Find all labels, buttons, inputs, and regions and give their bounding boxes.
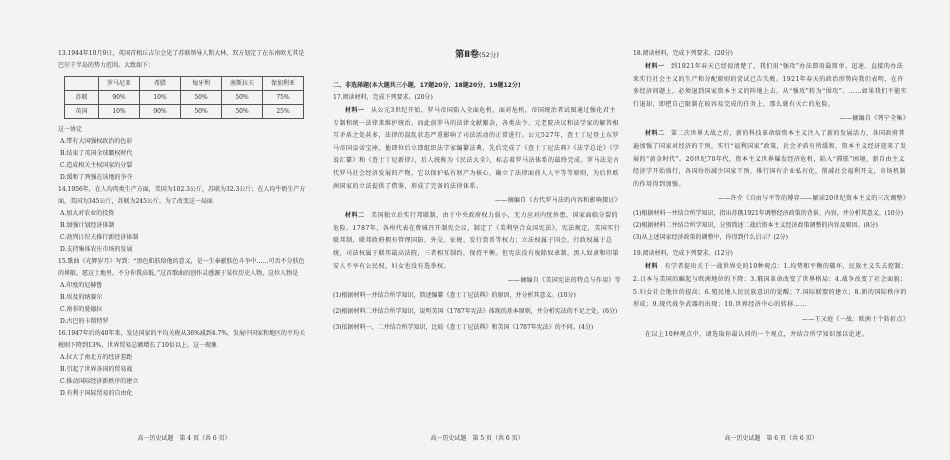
- q13-lead: 这一协定: [58, 126, 83, 133]
- q18-subquestion-2: (2)根据材料二并结合所学知识，分别简述二战后资本主义经济政策调整的内容及原因。(8分): [633, 222, 878, 230]
- table-cell: 苏联: [65, 91, 99, 105]
- q15-option-c: C.南非的曼德拉: [60, 306, 103, 313]
- material-text: 第二次世界大战之后，新的科技革命给资本主义注入了新的发展活力，各国政府普遍加强了国家对经济的干预，实行“福利国家”政策，社会矛盾有所缓和，资本主义经济迎来了发展的“黄金时代”。20世纪70年代，资本主义世界爆发经济危机，陷入“滞胀”困境，新自由主义经济学开始盛行，各国纷纷减少国家干预，推行国有企业私有化，削减社会福利开支，市场机制的作用得到加强。: [633, 130, 907, 188]
- q13-sphere-table: [64, 76, 304, 119]
- material-label: 材料一: [345, 107, 365, 114]
- q19-material: [633, 261, 909, 311]
- q13-option-b: B.结束了英国全球霸权时代: [60, 150, 133, 157]
- q16-option-d: D.有利于国际贸易的自由化: [60, 390, 133, 397]
- volume-title-text: 第Ⅱ卷: [455, 50, 480, 60]
- q14-option-a: A.加大对农业的投资: [60, 210, 115, 217]
- table-cell: 50%: [222, 105, 263, 119]
- table-header-cell: [65, 77, 99, 91]
- q18-subquestion-3: (3)从上述国家经济政策的调整中，你得到什么启示？(2分): [633, 234, 788, 242]
- q13-option-c: C.造成相关主权国家的分裂: [60, 162, 133, 169]
- q18-material-1-source: ——摘编自《列宁全集》: [839, 115, 909, 123]
- q15-option-d: D.古巴的卡斯特罗: [60, 318, 109, 325]
- q13-option-d: D.缓和了列强在该地的争夺: [60, 174, 133, 181]
- material-label: 材料二: [645, 130, 665, 138]
- material-text: 到1921年春天已经很清楚了，我们用“强攻”办法即用最简单、迅速、直接的办法来实行社会主义的生产和分配原则的尝试已告失败。1921年春天的政治形势向我们表明，在许多经济问题上，必须退到国家资本主义的阵地上去，从“强攻”转为“围攻”。……如果我们不能实行退却，即把自己限制在较容易完成的任务上，那么就有灭亡的危险。: [633, 63, 908, 108]
- q19-intro: 19.阅读材料，完成下列要求。(12分): [633, 250, 733, 258]
- q15-stem: 15.歌曲《光辉岁月》写到：“黑色肌肤给他的意义，是一生奉献肤色斗争中……可否不分肤色的界限，愿这土地里，不分你我高低。”这首歌曲的创作灵感源于某位历史人物，这位人物是: [58, 258, 305, 277]
- q19-task: 在以上10种观点中，请选取你最认同的一个观点，并结合所学知识加以论述。: [645, 330, 869, 338]
- table-cell: 75%: [263, 91, 304, 105]
- table-header-cell: 罗马尼亚: [99, 77, 140, 91]
- q14-option-b: B.加强计划经济体制: [60, 222, 115, 229]
- table-cell: 90%: [140, 105, 181, 119]
- material-label: 材料二: [345, 212, 365, 220]
- table-cell: 英国: [65, 105, 99, 119]
- q17-material-1-source: ——摘编自《古代罗马法的内容和影响探讨》: [494, 197, 621, 205]
- material-text: 美国独立后实行邦联制，由于中央政府权力弱小，无力应对内忧外患，国家面临分裂的危险。1787年，各州代表在费城召开制宪会议，制定了《美利坚合众国宪法》。宪法规定，美国实行联邦制，联邦政府拥有管理国防、外交、征税、发行货币等权力；立法权属于国会，行政权属于总统，司法权属于联邦最高法院，三者相互制约，保持平衡。但宪法没有废除奴隶制，黑人奴隶和印第安人不享有公民权，妇女也没有选举权。: [333, 212, 621, 270]
- q17-material-2: [333, 210, 621, 273]
- q14-stem: 14.1956年，在人均肉类生产方面，美国为102.3公斤，苏联为32.3公斤；在人均牛奶生产方面，美国为345公斤，苏联为245公斤。为了改变这一局面: [58, 186, 306, 205]
- q18-intro: 18.阅读材料，完成下列要求。(20分): [633, 50, 733, 57]
- page-6-column: [633, 48, 909, 432]
- volume-title: [333, 48, 621, 62]
- q17-subquestion-3: (3)依据材料一、二并结合所学知识，比较《查士丁尼法典》和美国《1787年宪法》的不同。(4分): [333, 324, 594, 332]
- q17-material-1: [333, 105, 621, 193]
- table-cell: 50%: [222, 91, 263, 105]
- q19-material-source: ——王又庭《一战：欧洲十个转折点》: [801, 315, 909, 323]
- q13-stem: 13.1944年10月9日，英国首相丘吉尔会见了苏联领导人斯大林，双方划定了在东南欧尤其是巴尔干半岛的势力范围。大致如下：: [58, 50, 305, 69]
- page-4-column: [58, 48, 310, 432]
- material-text: 从公元3世纪开始，罗马帝国陷入全面危机，面对危机，帝国统治者试图通过强化君主专制和统一法律来维护统治。而此前罗马的法律文献繁杂，各类法令、元老院决议和法学家的解答相互矛盾之处甚多，法律的混乱状态严重影响了司法活动的正常进行。公元527年，查士丁尼登上东罗马帝国皇帝宝座，他即位后立即组织法学家编纂法典，先后完成了《查士丁尼法典》《法学总论》《学说汇纂》和《查士丁尼新律》，后人统称为《民法大全》，标志着罗马法体系的最终完成。罗马法是古代罗马社会经济发展的产物，它以保护私有财产为核心，确立了法律面前人人平等等原则，为后世欧洲国家的立法提供了借鉴，形成了完备的法律体系。: [333, 107, 620, 190]
- material-text: 有学者提出关于一战世界史的10种观点：1.均势和平衡的破坏，民族主义失去控制；2.日本与美国的崛起与欧洲地位的下降；3.俄国革命改变了世界格局；4.战争改变了社会面貌；5.妇女社会地位的提高；6.殖民地人民民族意识的觉醒；7.国际联盟的建立；8.新的国际秩序的形成；9.现代战争武器的出现；10.世界经济中心的转移……: [633, 263, 908, 309]
- q13-option-a: A.带有大国强权政治的色彩: [60, 138, 133, 145]
- q18-subquestion-1: (1)根据材料一并结合所学知识，指出苏俄1921年调整经济政策的背景、内容，并分析其意义。(10分): [633, 210, 904, 218]
- page-4-footer: 高一历史试题 第 4 页（共 6 页）: [137, 435, 231, 442]
- page-6-footer: 高一历史试题 第 6 页（共 6 页）: [724, 435, 818, 442]
- page-5-column: [333, 48, 621, 432]
- q14-option-c: C.勃列日涅夫推行新经济体制: [60, 234, 139, 241]
- table-header-cell: 匈牙利: [181, 77, 222, 91]
- q17-intro: 17.阅读材料，完成下列要求。(20分): [333, 94, 433, 101]
- q18-material-1: [633, 61, 909, 111]
- table-cell: 10%: [140, 91, 181, 105]
- q16-option-b: B.引起了世界各国的贸易战: [60, 366, 133, 373]
- q15-option-a: A.印度的尼赫鲁: [60, 282, 103, 289]
- q18-material-2-source: ——许介《自由与平等的博弈——解读20世纪资本主义的三次调整》: [718, 195, 909, 203]
- q17-subquestion-1: (1)根据材料一并结合所学知识，简述编纂《查士丁尼法典》的原因，并分析其意义。(10分): [333, 292, 576, 300]
- q14-option-d: D.支持集体农庄市场的发展: [60, 246, 133, 253]
- material-label: 材料: [645, 263, 659, 271]
- q17-material-2-source: ——摘编自《美国宪法的特点与作用》等: [507, 277, 621, 285]
- table-cell: 50%: [181, 105, 222, 119]
- q16-option-a: A.拉大了南北方的经济差距: [60, 354, 133, 361]
- table-cell: 50%: [181, 91, 222, 105]
- table-header-cell: 希腊: [140, 77, 181, 91]
- q15-option-b: B.埃及的纳赛尔: [60, 294, 103, 301]
- table-cell: 25%: [263, 105, 304, 119]
- table-cell: 90%: [99, 91, 140, 105]
- table-cell: 10%: [99, 105, 140, 119]
- table-header-cell: 南斯拉夫: [222, 77, 263, 91]
- q16-stem: 16.1947年后的40年来，发达国家的平均关税从36%减到4.7%，发展中国家和地区的平均关税则下降到13%，世界贸易总额增长了10倍以上。这一现象: [58, 330, 306, 349]
- table-row: [65, 105, 304, 119]
- table-header-row: [65, 77, 304, 91]
- q16-option-c: C.推动国际经济新秩序的建立: [60, 378, 139, 385]
- material-label: 材料一: [645, 63, 665, 70]
- q18-material-2: [633, 128, 909, 191]
- q17-subquestion-2: (2)根据材料二并结合所学知识，说明美国《1787年宪法》体现的基本原则，并分析宪法的不足之处。(6分): [333, 308, 618, 316]
- volume-score: (52分): [479, 51, 499, 59]
- table-row: [65, 91, 304, 105]
- page-5-footer: 高一历史试题 第 5 页（共 6 页）: [430, 435, 524, 442]
- table-header-cell: 保加利亚: [263, 77, 304, 91]
- section-heading: 二、非选择题(本大题共三小题，17题20分，18题20分，19题12分): [333, 82, 521, 89]
